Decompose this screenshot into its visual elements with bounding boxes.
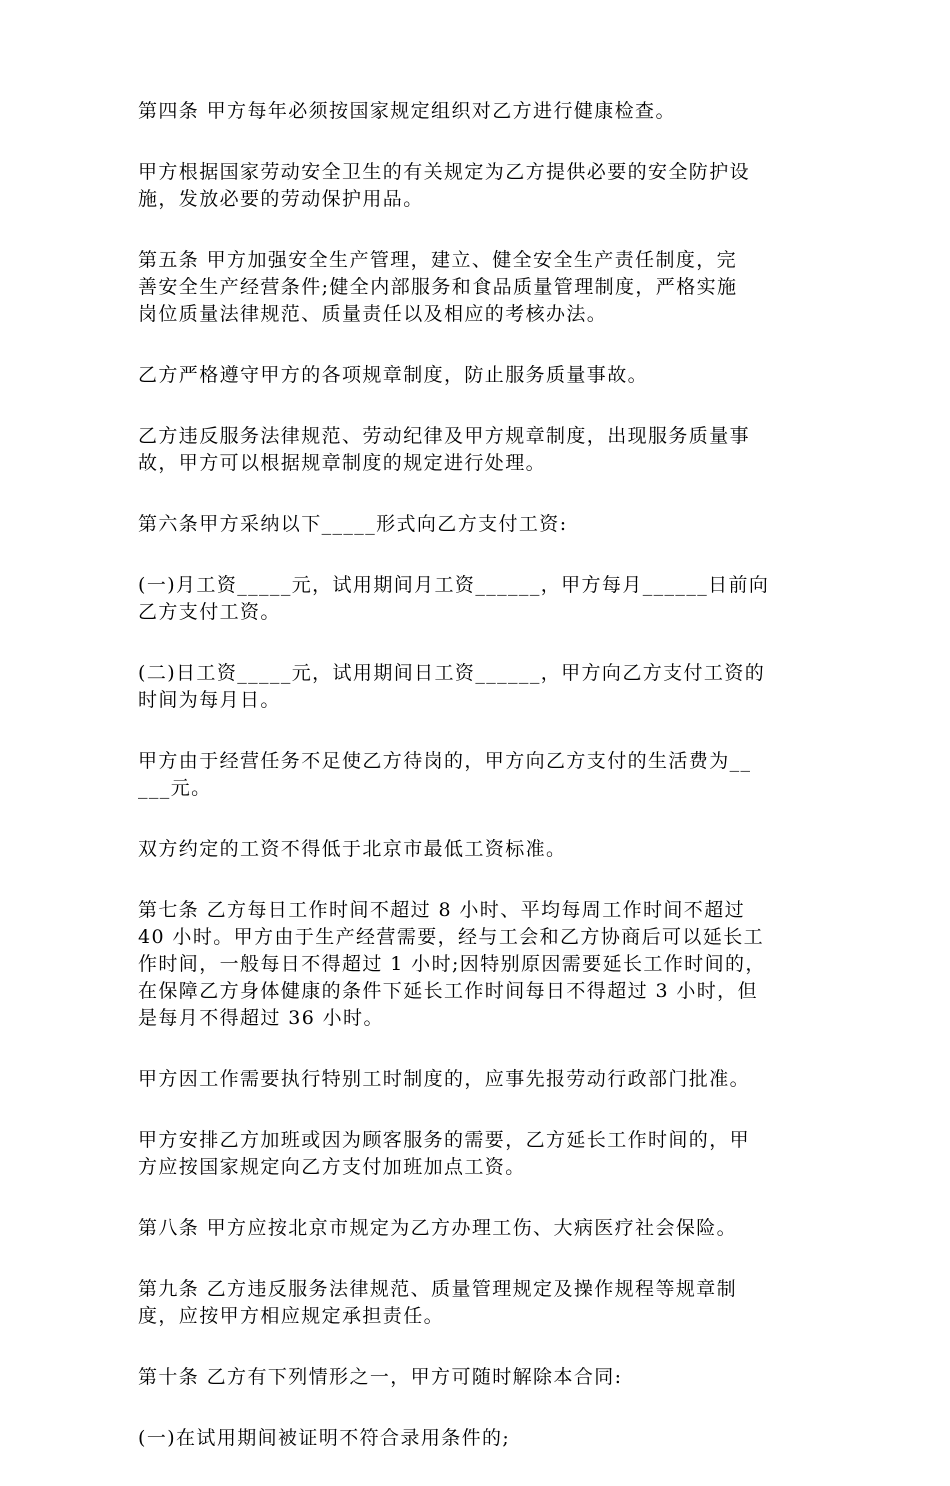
text-line: 40 小时。甲方由于生产经营需要，经与工会和乙方协商后可以延长工 (138, 926, 765, 948)
text-line: 施，发放必要的劳动保护用品。 (138, 188, 424, 210)
paragraph-article-8 (138, 1215, 818, 1242)
text-line: (一)月工资_____元，试用期间月工资______，甲方每月______日前向 (138, 574, 770, 596)
paragraph-overtime-pay (138, 1127, 818, 1181)
paragraph-daily-wage (138, 660, 818, 714)
text-line: 方应按国家规定向乙方支付加班加点工资。 (138, 1156, 526, 1178)
paragraph-probation-clause (138, 1425, 818, 1452)
paragraph-violation (138, 423, 818, 477)
paragraph-monthly-wage (138, 572, 818, 626)
document-page (138, 98, 818, 1486)
text-line: 乙方违反服务法律规范、劳动纪律及甲方规章制度，出现服务质量事 (138, 425, 751, 447)
text-line: 第五条 甲方加强安全生产管理，建立、健全安全生产责任制度，完 (138, 249, 738, 271)
text-line: 双方约定的工资不得低于北京市最低工资标准。 (138, 838, 567, 860)
text-line: 乙方支付工资。 (138, 601, 281, 623)
paragraph-article-4 (138, 98, 818, 125)
paragraph-article-5 (138, 247, 818, 328)
paragraph-minimum-wage (138, 836, 818, 863)
text-line: 第九条 乙方违反服务法律规范、质量管理规定及操作规程等规章制 (138, 1278, 738, 1300)
text-line: 甲方根据国家劳动安全卫生的有关规定为乙方提供必要的安全防护设 (138, 161, 751, 183)
paragraph-special-hours (138, 1066, 818, 1093)
text-line: 故，甲方可以根据规章制度的规定进行处理。 (138, 452, 547, 474)
paragraph-living-allowance (138, 748, 818, 802)
text-line: 甲方由于经营任务不足使乙方待岗的，甲方向乙方支付的生活费为__ (138, 750, 752, 772)
text-line: 作时间，一般每日不得超过 1 小时;因特别原因需要延长工作时间的， (138, 953, 766, 975)
text-line: 岗位质量法律规范、质量责任以及相应的考核办法。 (138, 303, 608, 325)
paragraph-article-9 (138, 1276, 818, 1330)
text-line: 甲方因工作需要执行特别工时制度的，应事先报劳动行政部门批准。 (138, 1068, 751, 1090)
text-line: 在保障乙方身体健康的条件下延长工作时间每日不得超过 3 小时，但 (138, 980, 758, 1002)
paragraph-article-6 (138, 511, 818, 538)
paragraph-article-10 (138, 1364, 818, 1391)
text-line: 第六条甲方采纳以下_____形式向乙方支付工资: (138, 513, 568, 535)
text-line: 乙方严格遵守甲方的各项规章制度，防止服务质量事故。 (138, 364, 649, 386)
text-line: 第四条 甲方每年必须按国家规定组织对乙方进行健康检查。 (138, 100, 676, 122)
paragraph-safety-equipment (138, 159, 818, 213)
text-line: 善安全生产经营条件;健全内部服务和食品质量管理制度，严格实施 (138, 276, 738, 298)
text-line: 甲方安排乙方加班或因为顾客服务的需要，乙方延长工作时间的，甲 (138, 1129, 751, 1151)
text-line: 第七条 乙方每日工作时间不超过 8 小时、平均每周工作时间不超过 (138, 899, 746, 921)
text-line: 第八条 甲方应按北京市规定为乙方办理工伤、大病医疗社会保险。 (138, 1217, 738, 1239)
text-line: 是每月不得超过 36 小时。 (138, 1007, 384, 1029)
text-line: 第十条 乙方有下列情形之一，甲方可随时解除本合同: (138, 1366, 623, 1388)
paragraph-article-7 (138, 897, 818, 1032)
text-line: ___元。 (138, 777, 212, 799)
text-line: 时间为每月日。 (138, 689, 281, 711)
text-line: (一)在试用期间被证明不符合录用条件的; (138, 1427, 511, 1449)
text-line: 度，应按甲方相应规定承担责任。 (138, 1305, 445, 1327)
text-line: (二)日工资_____元，试用期间日工资______，甲方向乙方支付工资的 (138, 662, 766, 684)
paragraph-comply-rules (138, 362, 818, 389)
